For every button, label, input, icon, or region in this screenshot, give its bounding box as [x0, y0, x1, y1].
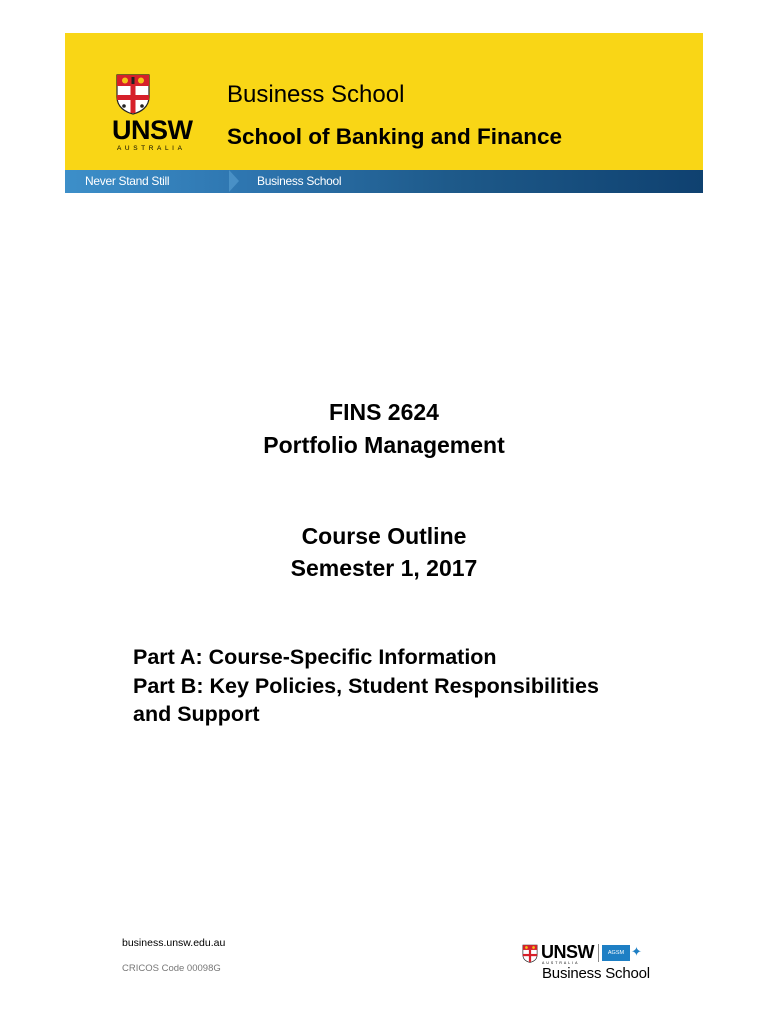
unsw-wordmark-sub: AUSTRALIA	[117, 145, 186, 152]
footer-unsw-wordmark: UNSW	[541, 942, 594, 962]
unsw-crest-small-icon	[522, 944, 538, 963]
footer-logo	[522, 943, 652, 985]
footer-business-school: Business School	[542, 965, 650, 982]
strip-school: Business School	[257, 174, 342, 188]
document-type: Course Outline	[301, 523, 467, 549]
footer-cricos: CRICOS Code 00098G	[122, 963, 221, 974]
strip-tagline: Never Stand Still	[85, 174, 170, 188]
agsm-star-icon: ✦	[631, 944, 642, 959]
course-name: Portfolio Management	[263, 432, 505, 458]
strip-arrow-icon	[229, 170, 239, 192]
unsw-wordmark: UNSW	[112, 115, 193, 145]
semester: Semester 1, 2017	[290, 555, 478, 581]
footer-url: business.unsw.edu.au	[122, 937, 226, 949]
part-b-line-2: and Support	[133, 702, 260, 726]
header-banner	[65, 33, 703, 170]
course-code: FINS 2624	[329, 399, 439, 425]
agsm-badge: AGSM	[602, 945, 630, 961]
unsw-crest-icon	[115, 73, 151, 115]
footer-unsw-sub: AUSTRALIA	[542, 961, 580, 965]
part-a: Part A: Course-Specific Information	[133, 645, 497, 669]
banner-subtitle: School of Banking and Finance	[227, 124, 563, 149]
footer-logo-divider	[598, 944, 599, 962]
outline-parts	[133, 643, 693, 729]
part-b-line-1: Part B: Key Policies, Student Responsibilities	[133, 673, 599, 698]
banner-title: Business School	[227, 81, 405, 108]
tagline-strip	[65, 170, 703, 193]
